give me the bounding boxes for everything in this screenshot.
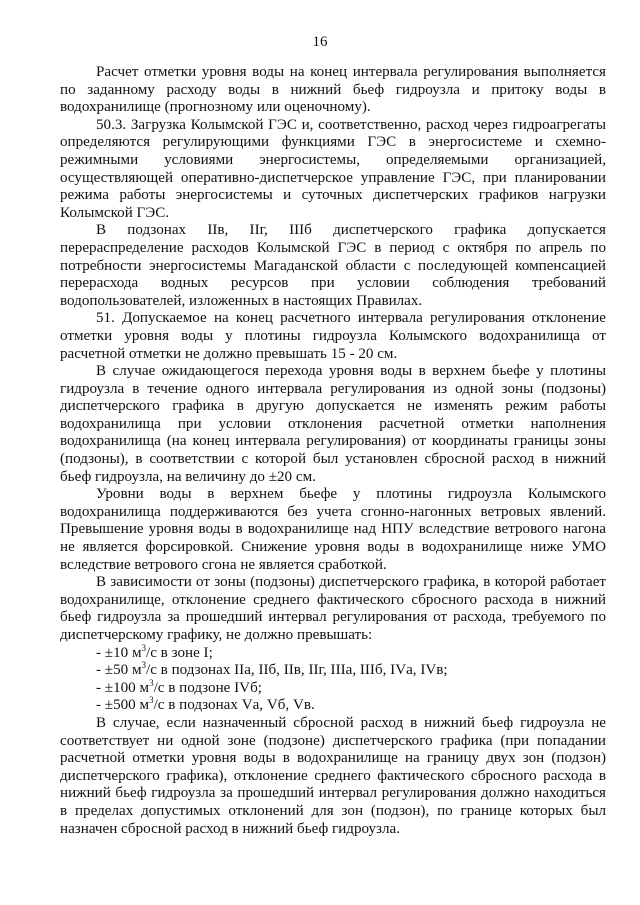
paragraph-wind-effects: Уровни воды в верхнем бьефе у плотины гидроузла Колымского водохранилища поддерживаются без учета сгонно-нагонных ветровых явлений. Превышение уровня воды в водохранилище над НПУ вследствие ветрового нагона не является форсировкой. Снижение уровня воды в водохранилище ниже УМО вследствие ветрового сгона не является сработкой. [60,486,606,573]
document-body [60,64,606,838]
paragraph-zone-transition: В случае ожидающегося перехода уровня воды в верхнем бьефе у плотины гидроузла в течение одного интервала регулирования из одной зоны (подзоны) диспетчерского графика в другую допускается не изменять режим работы водохранилища при условии отклонения расчетной отметки наполнения водохранилища (на конец интервала регулирования) от координаты границы зоны (подзоны), в соответствии с которой был установлен сбросной расход в нижний бьеф гидроузла, на величину до ±20 см. [60,363,606,485]
list-item: - ±10 $м^3/с$ в зоне I; [96,642,213,661]
paragraph-boundary-case: В случае, если назначенный сбросной расход в нижний бьеф гидроузла не соответствует ни одной зоне (подзоне) диспетчерского графика (при попадании расчетной отметки уровня воды в водохранилище на границу двух зон (подзон) диспетчерского графика), отклонение среднего фактического сбросного расхода в нижний бьеф гидроузла за прошедший интервал регулирования должно находиться в пределах допустимых отклонений для зон (подзон), по границе которых был назначен сбросной расход в нижний бьеф гидроузла. [60,714,606,837]
paragraph-discharge-deviation-intro: В зависимости от зоны (подзоны) диспетчерского графика, в которой работает водохранилище, отклонение среднего фактического сбросного расхода в нижний бьеф гидроузла за прошедший интервал регулирования от расхода, требуемого по диспетчерскому графику, не должно превышать: [60,574,606,643]
paragraph-50-3-ges-loading: 50.3. Загрузка Колымской ГЭС и, соответственно, расход через гидроагрегаты определяются регулирующими функциями ГЭС в энергосистеме и схемно-режимными условиями энергосистемы, определяемыми организацией, осуществляющей оперативно-диспетчерское управление ГЭС, при планировании режима работы энергосистемы и суточных диспетчерских графиков нагрузки Колымской ГЭС. [60,116,606,221]
deviation-limits-list [60,642,606,715]
list-item: - ±500 $м^3/с$ в подзонах Vа, Vб, Vв. [96,695,315,714]
paragraph-water-level-calculation: Расчет отметки уровня воды на конец интервала регулирования выполняется по заданному расходу воды в нижний бьеф гидроузла и притоку воды в водохранилище (прогнозному или оценочному). [60,64,606,116]
paragraph-subzones-redistribution: В подзонах IIв, IIг, IIIб диспетчерского графика допускается перераспределение расходов Колымской ГЭС в период с октября по апрель по потребности энергосистемы Магаданской области с последующей компенсацией перерасхода водных ресурсов при условии соблюдения требований водопользователей, изложенных в настоящих Правилах. [60,222,606,309]
page-number: 16 [312,34,328,50]
list-item: - ±50 $м^3/с$ в подзонах IIа, IIб, IIв, IIг, IIIа, IIIб, IVа, IVв; [96,660,448,679]
paragraph-51-allowed-deviation: 51. Допускаемое на конец расчетного интервала регулирования отклонение отметки уровня воды у плотины гидроузла Колымского водохранилища от расчетной отметки не должно превышать 15 - 20 см. [60,310,606,362]
list-item: - ±100 $м^3/с$ в подзоне IVб; [96,677,262,696]
